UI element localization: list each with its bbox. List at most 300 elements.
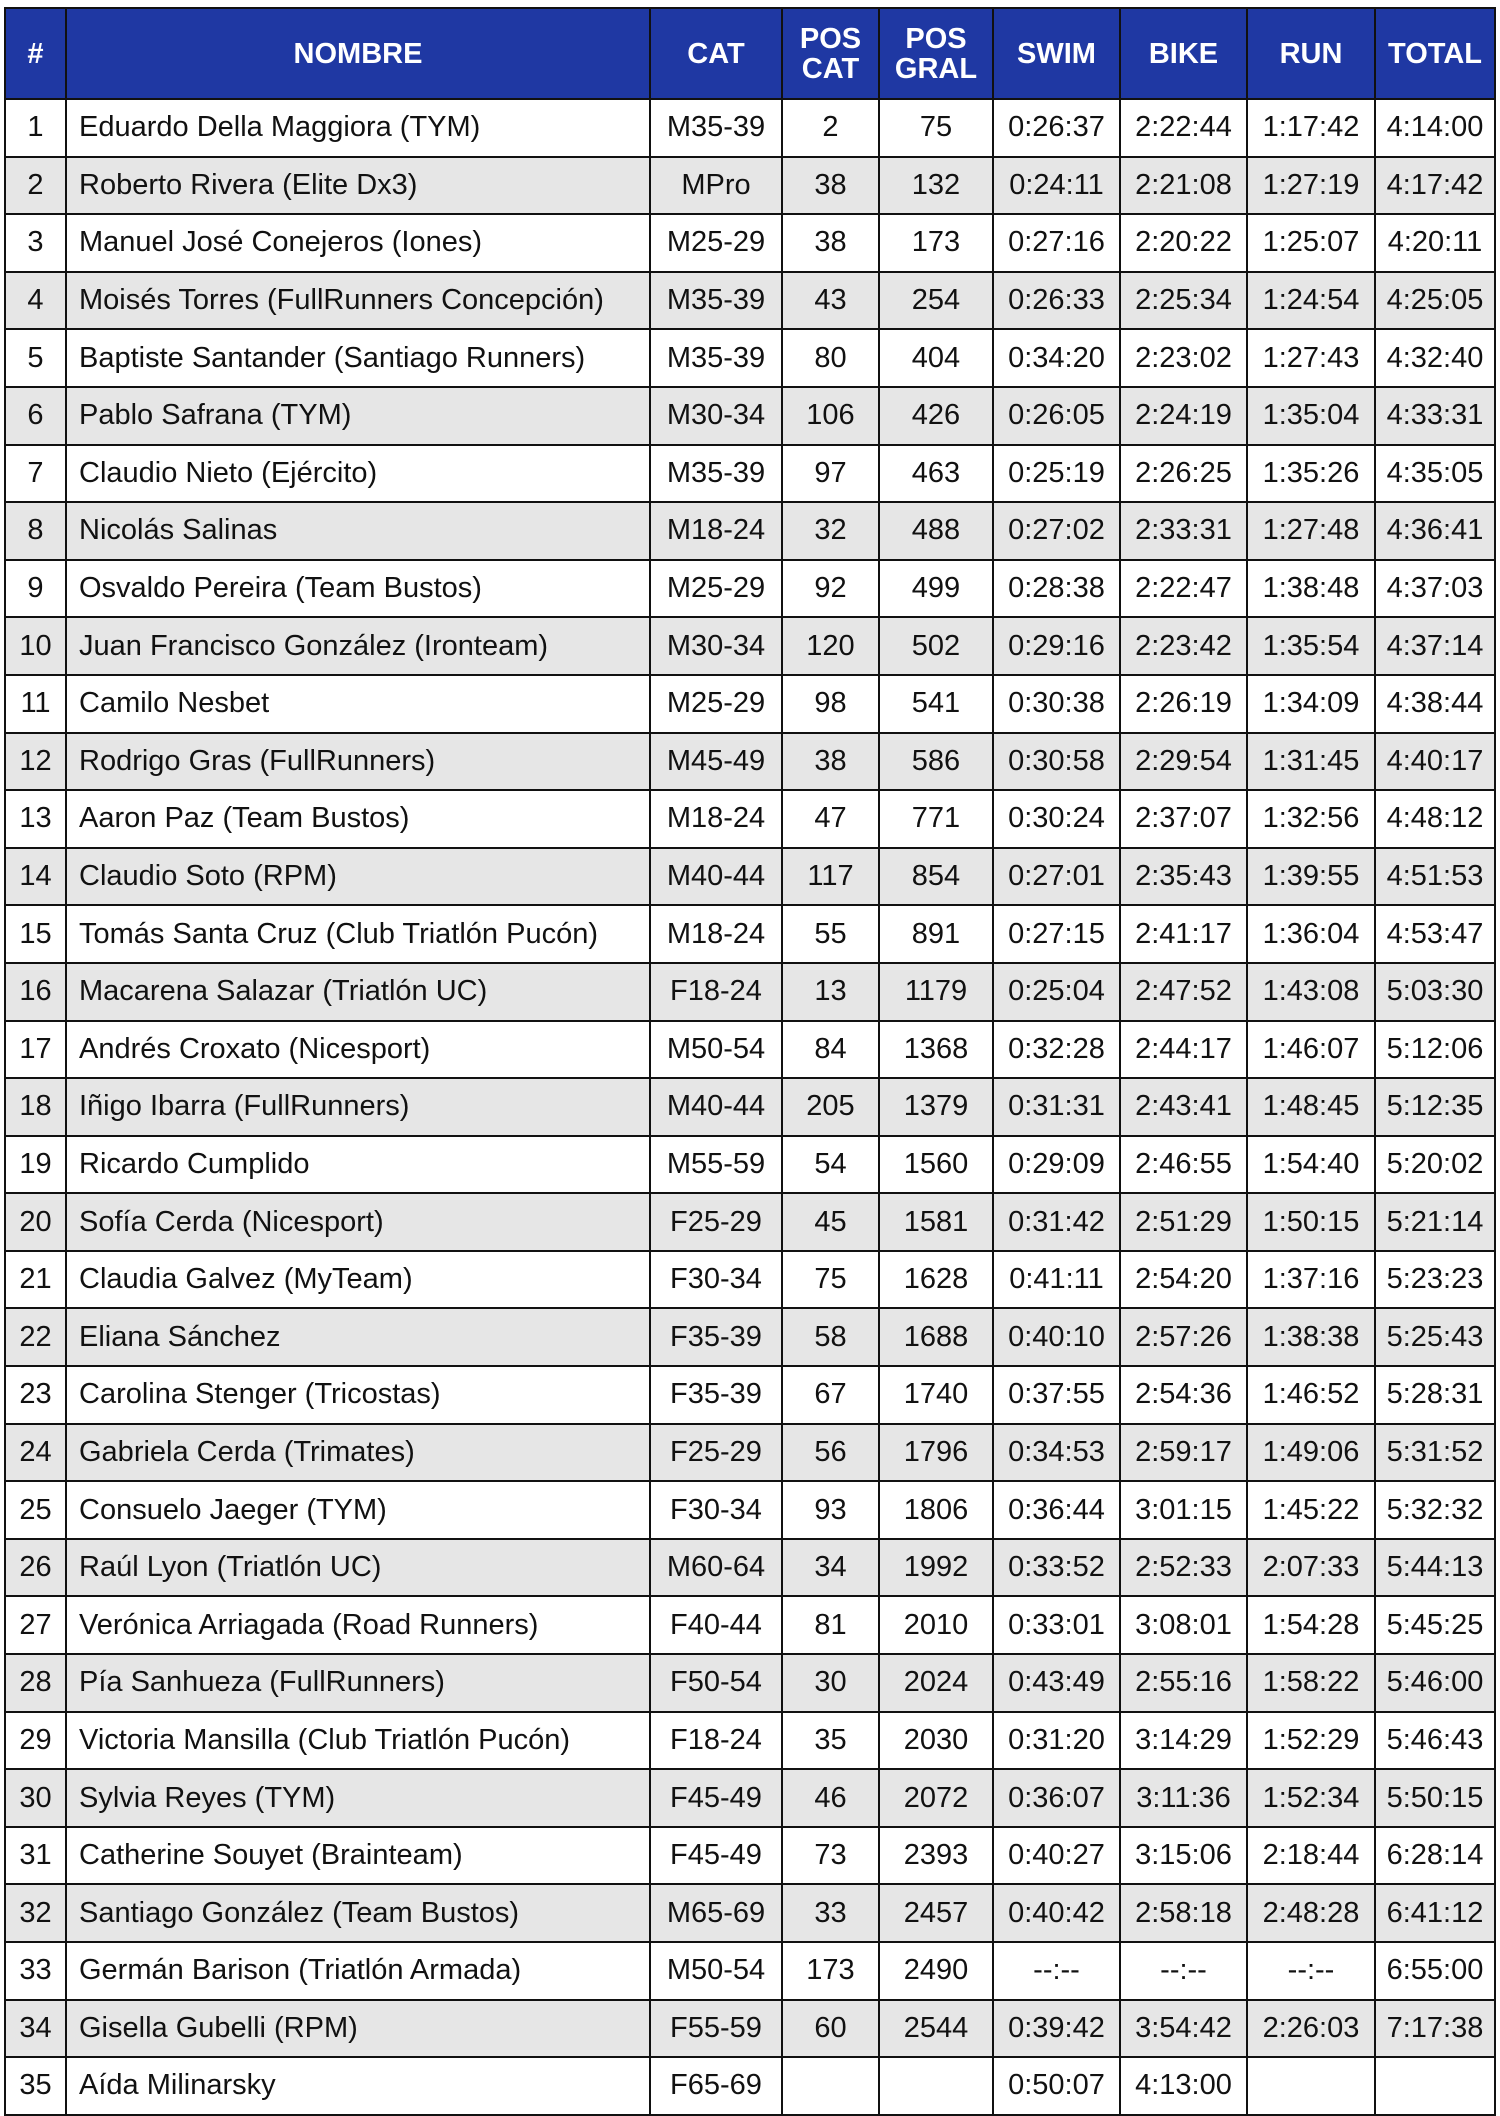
table-row bbox=[5, 2000, 1495, 2058]
cell-total: 5:23:23 bbox=[1375, 1251, 1495, 1309]
cell-cat: MPro bbox=[650, 157, 782, 215]
cell-pos-gral: 2072 bbox=[879, 1769, 993, 1827]
cell-name: Eduardo Della Maggiora (TYM) bbox=[66, 99, 650, 157]
cell-pos-gral bbox=[879, 2057, 993, 2115]
cell-cat: M30-34 bbox=[650, 387, 782, 445]
cell-pos-cat: 80 bbox=[782, 329, 879, 387]
cell-cat: M40-44 bbox=[650, 1078, 782, 1136]
table-row bbox=[5, 1596, 1495, 1654]
cell-pos-cat: 84 bbox=[782, 1021, 879, 1079]
cell-cat: M18-24 bbox=[650, 502, 782, 560]
cell-pos-gral: 426 bbox=[879, 387, 993, 445]
header-pos-cat bbox=[782, 8, 879, 99]
cell-swim: 0:30:24 bbox=[993, 790, 1120, 848]
table-row bbox=[5, 1942, 1495, 2000]
cell-swim: 0:25:19 bbox=[993, 445, 1120, 503]
cell-run: 1:38:38 bbox=[1247, 1308, 1375, 1366]
cell-name: Macarena Salazar (Triatlón UC) bbox=[66, 963, 650, 1021]
cell-bike: 4:13:00 bbox=[1120, 2057, 1247, 2115]
cell-num: 35 bbox=[5, 2057, 66, 2115]
cell-swim: 0:31:42 bbox=[993, 1193, 1120, 1251]
cell-cat: M50-54 bbox=[650, 1942, 782, 2000]
cell-pos-gral: 404 bbox=[879, 329, 993, 387]
cell-total: 7:17:38 bbox=[1375, 2000, 1495, 2058]
cell-total: 4:37:03 bbox=[1375, 560, 1495, 618]
cell-pos-cat: 75 bbox=[782, 1251, 879, 1309]
table-row bbox=[5, 1251, 1495, 1309]
cell-name: Sofía Cerda (Nicesport) bbox=[66, 1193, 650, 1251]
cell-num: 10 bbox=[5, 617, 66, 675]
table-row bbox=[5, 905, 1495, 963]
table-row bbox=[5, 1654, 1495, 1712]
cell-pos-cat: 38 bbox=[782, 157, 879, 215]
cell-bike: 2:24:19 bbox=[1120, 387, 1247, 445]
cell-cat: M30-34 bbox=[650, 617, 782, 675]
cell-swim: 0:36:44 bbox=[993, 1481, 1120, 1539]
cell-pos-cat: 13 bbox=[782, 963, 879, 1021]
cell-total: 4:33:31 bbox=[1375, 387, 1495, 445]
table-row bbox=[5, 617, 1495, 675]
cell-bike: 2:41:17 bbox=[1120, 905, 1247, 963]
cell-swim: 0:27:15 bbox=[993, 905, 1120, 963]
cell-pos-gral: 771 bbox=[879, 790, 993, 848]
cell-pos-cat: 60 bbox=[782, 2000, 879, 2058]
cell-bike: 2:20:22 bbox=[1120, 214, 1247, 272]
header-num: # bbox=[5, 8, 66, 99]
cell-swim: 0:24:11 bbox=[993, 157, 1120, 215]
cell-swim: 0:32:28 bbox=[993, 1021, 1120, 1079]
cell-bike: 2:58:18 bbox=[1120, 1884, 1247, 1942]
cell-num: 32 bbox=[5, 1884, 66, 1942]
cell-num: 9 bbox=[5, 560, 66, 618]
cell-pos-gral: 1379 bbox=[879, 1078, 993, 1136]
cell-pos-cat: 173 bbox=[782, 1942, 879, 2000]
cell-num: 31 bbox=[5, 1827, 66, 1885]
cell-cat: F35-39 bbox=[650, 1366, 782, 1424]
cell-run: 1:37:16 bbox=[1247, 1251, 1375, 1309]
cell-cat: M25-29 bbox=[650, 560, 782, 618]
cell-total: 6:55:00 bbox=[1375, 1942, 1495, 2000]
header-pos-cat-line1: POS bbox=[799, 22, 862, 55]
cell-num: 1 bbox=[5, 99, 66, 157]
cell-name: Santiago González (Team Bustos) bbox=[66, 1884, 650, 1942]
cell-cat: F25-29 bbox=[650, 1193, 782, 1251]
cell-pos-cat: 33 bbox=[782, 1884, 879, 1942]
cell-pos-gral: 1581 bbox=[879, 1193, 993, 1251]
cell-run: 1:27:19 bbox=[1247, 157, 1375, 215]
cell-bike: 3:01:15 bbox=[1120, 1481, 1247, 1539]
cell-bike: 2:46:55 bbox=[1120, 1136, 1247, 1194]
cell-pos-gral: 2010 bbox=[879, 1596, 993, 1654]
cell-name: Moisés Torres (FullRunners Concepción) bbox=[66, 272, 650, 330]
cell-total: 4:53:47 bbox=[1375, 905, 1495, 963]
cell-pos-gral: 1628 bbox=[879, 1251, 993, 1309]
cell-num: 33 bbox=[5, 1942, 66, 2000]
cell-name: Sylvia Reyes (TYM) bbox=[66, 1769, 650, 1827]
cell-total: 5:45:25 bbox=[1375, 1596, 1495, 1654]
cell-pos-cat: 67 bbox=[782, 1366, 879, 1424]
results-table-container bbox=[4, 7, 1494, 2116]
cell-pos-cat: 58 bbox=[782, 1308, 879, 1366]
cell-name: Andrés Croxato (Nicesport) bbox=[66, 1021, 650, 1079]
cell-swim: 0:33:52 bbox=[993, 1539, 1120, 1597]
cell-bike: 3:11:36 bbox=[1120, 1769, 1247, 1827]
cell-bike: 3:15:06 bbox=[1120, 1827, 1247, 1885]
table-row bbox=[5, 157, 1495, 215]
cell-name: Rodrigo Gras (FullRunners) bbox=[66, 733, 650, 791]
table-row bbox=[5, 1308, 1495, 1366]
cell-bike: 2:47:52 bbox=[1120, 963, 1247, 1021]
cell-total: 5:32:32 bbox=[1375, 1481, 1495, 1539]
cell-pos-gral: 541 bbox=[879, 675, 993, 733]
cell-bike: 2:59:17 bbox=[1120, 1424, 1247, 1482]
cell-name: Consuelo Jaeger (TYM) bbox=[66, 1481, 650, 1539]
cell-total: 4:32:40 bbox=[1375, 329, 1495, 387]
cell-pos-gral: 2457 bbox=[879, 1884, 993, 1942]
cell-pos-gral: 854 bbox=[879, 848, 993, 906]
cell-swim: 0:34:20 bbox=[993, 329, 1120, 387]
cell-bike: 2:33:31 bbox=[1120, 502, 1247, 560]
header-pos-gral-line2: GRAL bbox=[894, 52, 978, 85]
cell-num: 15 bbox=[5, 905, 66, 963]
cell-bike: 2:26:19 bbox=[1120, 675, 1247, 733]
cell-pos-cat: 81 bbox=[782, 1596, 879, 1654]
cell-total: 5:12:35 bbox=[1375, 1078, 1495, 1136]
cell-cat: M45-49 bbox=[650, 733, 782, 791]
header-row bbox=[5, 8, 1495, 99]
cell-pos-gral: 2030 bbox=[879, 1712, 993, 1770]
cell-pos-gral: 1688 bbox=[879, 1308, 993, 1366]
cell-swim: 0:28:38 bbox=[993, 560, 1120, 618]
cell-cat: F40-44 bbox=[650, 1596, 782, 1654]
cell-pos-cat: 120 bbox=[782, 617, 879, 675]
cell-num: 19 bbox=[5, 1136, 66, 1194]
cell-num: 21 bbox=[5, 1251, 66, 1309]
results-table bbox=[4, 7, 1496, 2116]
cell-pos-cat: 34 bbox=[782, 1539, 879, 1597]
cell-swim: 0:33:01 bbox=[993, 1596, 1120, 1654]
cell-swim: 0:36:07 bbox=[993, 1769, 1120, 1827]
cell-pos-gral: 1368 bbox=[879, 1021, 993, 1079]
cell-num: 24 bbox=[5, 1424, 66, 1482]
cell-run: 1:32:56 bbox=[1247, 790, 1375, 848]
cell-num: 6 bbox=[5, 387, 66, 445]
table-row bbox=[5, 1366, 1495, 1424]
table-row bbox=[5, 214, 1495, 272]
cell-name: Catherine Souyet (Brainteam) bbox=[66, 1827, 650, 1885]
cell-pos-cat: 205 bbox=[782, 1078, 879, 1136]
cell-cat: M35-39 bbox=[650, 329, 782, 387]
cell-swim: 0:39:42 bbox=[993, 2000, 1120, 2058]
cell-name: Carolina Stenger (Tricostas) bbox=[66, 1366, 650, 1424]
cell-pos-cat: 30 bbox=[782, 1654, 879, 1712]
cell-cat: F30-34 bbox=[650, 1481, 782, 1539]
table-row bbox=[5, 790, 1495, 848]
table-row bbox=[5, 848, 1495, 906]
cell-run: 1:36:04 bbox=[1247, 905, 1375, 963]
cell-run: 1:25:07 bbox=[1247, 214, 1375, 272]
cell-run: 2:18:44 bbox=[1247, 1827, 1375, 1885]
cell-total: 6:41:12 bbox=[1375, 1884, 1495, 1942]
cell-swim: 0:26:37 bbox=[993, 99, 1120, 157]
table-row bbox=[5, 99, 1495, 157]
cell-swim: 0:26:33 bbox=[993, 272, 1120, 330]
table-row bbox=[5, 1136, 1495, 1194]
cell-pos-cat: 38 bbox=[782, 733, 879, 791]
cell-total: 4:25:05 bbox=[1375, 272, 1495, 330]
cell-name: Pía Sanhueza (FullRunners) bbox=[66, 1654, 650, 1712]
cell-pos-gral: 2393 bbox=[879, 1827, 993, 1885]
cell-name: Camilo Nesbet bbox=[66, 675, 650, 733]
cell-swim: 0:29:16 bbox=[993, 617, 1120, 675]
cell-num: 23 bbox=[5, 1366, 66, 1424]
cell-pos-gral: 1560 bbox=[879, 1136, 993, 1194]
cell-num: 5 bbox=[5, 329, 66, 387]
cell-num: 16 bbox=[5, 963, 66, 1021]
cell-bike: 2:25:34 bbox=[1120, 272, 1247, 330]
cell-cat: M18-24 bbox=[650, 905, 782, 963]
cell-num: 7 bbox=[5, 445, 66, 503]
cell-swim: 0:27:01 bbox=[993, 848, 1120, 906]
cell-pos-cat: 2 bbox=[782, 99, 879, 157]
cell-name: Victoria Mansilla (Club Triatlón Pucón) bbox=[66, 1712, 650, 1770]
cell-cat: M35-39 bbox=[650, 99, 782, 157]
cell-pos-gral: 499 bbox=[879, 560, 993, 618]
cell-swim: 0:26:05 bbox=[993, 387, 1120, 445]
cell-run: 1:27:48 bbox=[1247, 502, 1375, 560]
cell-num: 27 bbox=[5, 1596, 66, 1654]
cell-name: Baptiste Santander (Santiago Runners) bbox=[66, 329, 650, 387]
cell-bike: 2:37:07 bbox=[1120, 790, 1247, 848]
cell-total: 5:20:02 bbox=[1375, 1136, 1495, 1194]
cell-bike: 2:23:02 bbox=[1120, 329, 1247, 387]
cell-cat: M18-24 bbox=[650, 790, 782, 848]
cell-cat: F30-34 bbox=[650, 1251, 782, 1309]
cell-run: 1:46:07 bbox=[1247, 1021, 1375, 1079]
cell-cat: M55-59 bbox=[650, 1136, 782, 1194]
cell-bike: 2:35:43 bbox=[1120, 848, 1247, 906]
cell-cat: M50-54 bbox=[650, 1021, 782, 1079]
cell-num: 25 bbox=[5, 1481, 66, 1539]
table-row bbox=[5, 675, 1495, 733]
cell-name: Raúl Lyon (Triatlón UC) bbox=[66, 1539, 650, 1597]
cell-bike: 2:54:36 bbox=[1120, 1366, 1247, 1424]
cell-cat: M35-39 bbox=[650, 272, 782, 330]
cell-cat: M25-29 bbox=[650, 675, 782, 733]
cell-pos-cat: 35 bbox=[782, 1712, 879, 1770]
cell-run: 1:43:08 bbox=[1247, 963, 1375, 1021]
cell-run: 1:39:55 bbox=[1247, 848, 1375, 906]
cell-pos-gral: 2490 bbox=[879, 1942, 993, 2000]
header-run: RUN bbox=[1247, 8, 1375, 99]
cell-run: 1:24:54 bbox=[1247, 272, 1375, 330]
table-row bbox=[5, 560, 1495, 618]
cell-pos-cat: 56 bbox=[782, 1424, 879, 1482]
cell-bike: 2:57:26 bbox=[1120, 1308, 1247, 1366]
cell-name: Claudio Soto (RPM) bbox=[66, 848, 650, 906]
cell-name: Roberto Rivera (Elite Dx3) bbox=[66, 157, 650, 215]
cell-pos-cat: 93 bbox=[782, 1481, 879, 1539]
header-name: NOMBRE bbox=[66, 8, 650, 99]
cell-total bbox=[1375, 2057, 1495, 2115]
cell-pos-gral: 586 bbox=[879, 733, 993, 791]
cell-name: Gisella Gubelli (RPM) bbox=[66, 2000, 650, 2058]
cell-bike: 2:22:44 bbox=[1120, 99, 1247, 157]
cell-pos-gral: 254 bbox=[879, 272, 993, 330]
cell-num: 28 bbox=[5, 1654, 66, 1712]
table-row bbox=[5, 1539, 1495, 1597]
cell-run: 1:52:34 bbox=[1247, 1769, 1375, 1827]
cell-swim: 0:41:11 bbox=[993, 1251, 1120, 1309]
cell-run: --:-- bbox=[1247, 1942, 1375, 2000]
table-row bbox=[5, 1424, 1495, 1482]
cell-run: 1:52:29 bbox=[1247, 1712, 1375, 1770]
cell-cat: M60-64 bbox=[650, 1539, 782, 1597]
cell-name: Tomás Santa Cruz (Club Triatlón Pucón) bbox=[66, 905, 650, 963]
cell-num: 30 bbox=[5, 1769, 66, 1827]
cell-run: 1:35:04 bbox=[1247, 387, 1375, 445]
cell-name: Nicolás Salinas bbox=[66, 502, 650, 560]
cell-run: 2:26:03 bbox=[1247, 2000, 1375, 2058]
cell-bike: 2:23:42 bbox=[1120, 617, 1247, 675]
cell-run: 1:35:26 bbox=[1247, 445, 1375, 503]
cell-total: 4:40:17 bbox=[1375, 733, 1495, 791]
cell-swim: 0:31:20 bbox=[993, 1712, 1120, 1770]
cell-total: 5:31:52 bbox=[1375, 1424, 1495, 1482]
header-swim: SWIM bbox=[993, 8, 1120, 99]
cell-pos-gral: 1179 bbox=[879, 963, 993, 1021]
cell-bike: 2:21:08 bbox=[1120, 157, 1247, 215]
cell-name: Juan Francisco González (Ironteam) bbox=[66, 617, 650, 675]
cell-bike: 2:51:29 bbox=[1120, 1193, 1247, 1251]
cell-bike: --:-- bbox=[1120, 1942, 1247, 2000]
table-row bbox=[5, 1712, 1495, 1770]
cell-run: 1:45:22 bbox=[1247, 1481, 1375, 1539]
header-pos-gral bbox=[879, 8, 993, 99]
cell-total: 4:37:14 bbox=[1375, 617, 1495, 675]
cell-num: 26 bbox=[5, 1539, 66, 1597]
table-row bbox=[5, 1827, 1495, 1885]
cell-num: 12 bbox=[5, 733, 66, 791]
cell-total: 4:17:42 bbox=[1375, 157, 1495, 215]
cell-pos-gral: 488 bbox=[879, 502, 993, 560]
cell-pos-cat: 98 bbox=[782, 675, 879, 733]
cell-name: Osvaldo Pereira (Team Bustos) bbox=[66, 560, 650, 618]
cell-pos-cat bbox=[782, 2057, 879, 2115]
cell-name: Ricardo Cumplido bbox=[66, 1136, 650, 1194]
cell-bike: 2:29:54 bbox=[1120, 733, 1247, 791]
cell-total: 5:46:43 bbox=[1375, 1712, 1495, 1770]
cell-cat: M25-29 bbox=[650, 214, 782, 272]
table-row bbox=[5, 963, 1495, 1021]
cell-cat: F45-49 bbox=[650, 1827, 782, 1885]
cell-bike: 2:22:47 bbox=[1120, 560, 1247, 618]
cell-swim: --:-- bbox=[993, 1942, 1120, 2000]
cell-run: 1:58:22 bbox=[1247, 1654, 1375, 1712]
cell-total: 4:35:05 bbox=[1375, 445, 1495, 503]
cell-run: 1:34:09 bbox=[1247, 675, 1375, 733]
cell-num: 14 bbox=[5, 848, 66, 906]
cell-cat: F18-24 bbox=[650, 1712, 782, 1770]
cell-pos-cat: 106 bbox=[782, 387, 879, 445]
cell-pos-gral: 1740 bbox=[879, 1366, 993, 1424]
cell-run: 1:54:28 bbox=[1247, 1596, 1375, 1654]
cell-total: 5:21:14 bbox=[1375, 1193, 1495, 1251]
cell-name: Gabriela Cerda (Trimates) bbox=[66, 1424, 650, 1482]
cell-total: 4:48:12 bbox=[1375, 790, 1495, 848]
header-pos-cat-line2: CAT bbox=[801, 52, 860, 85]
cell-cat: F50-54 bbox=[650, 1654, 782, 1712]
cell-pos-cat: 55 bbox=[782, 905, 879, 963]
cell-pos-cat: 46 bbox=[782, 1769, 879, 1827]
table-row bbox=[5, 1884, 1495, 1942]
cell-name: Manuel José Conejeros (Iones) bbox=[66, 214, 650, 272]
cell-name: Iñigo Ibarra (FullRunners) bbox=[66, 1078, 650, 1136]
cell-bike: 2:26:25 bbox=[1120, 445, 1247, 503]
cell-cat: F65-69 bbox=[650, 2057, 782, 2115]
cell-run: 1:46:52 bbox=[1247, 1366, 1375, 1424]
cell-swim: 0:31:31 bbox=[993, 1078, 1120, 1136]
cell-total: 4:38:44 bbox=[1375, 675, 1495, 733]
cell-cat: F35-39 bbox=[650, 1308, 782, 1366]
table-body bbox=[5, 99, 1495, 2115]
cell-run: 1:17:42 bbox=[1247, 99, 1375, 157]
cell-run: 1:27:43 bbox=[1247, 329, 1375, 387]
cell-bike: 2:44:17 bbox=[1120, 1021, 1247, 1079]
cell-swim: 0:40:27 bbox=[993, 1827, 1120, 1885]
cell-num: 20 bbox=[5, 1193, 66, 1251]
table-row bbox=[5, 387, 1495, 445]
cell-total: 5:25:43 bbox=[1375, 1308, 1495, 1366]
cell-pos-cat: 92 bbox=[782, 560, 879, 618]
cell-cat: F18-24 bbox=[650, 963, 782, 1021]
cell-pos-gral: 2024 bbox=[879, 1654, 993, 1712]
table-row bbox=[5, 1078, 1495, 1136]
cell-num: 11 bbox=[5, 675, 66, 733]
cell-pos-cat: 47 bbox=[782, 790, 879, 848]
cell-bike: 3:54:42 bbox=[1120, 2000, 1247, 2058]
cell-pos-gral: 1806 bbox=[879, 1481, 993, 1539]
table-row bbox=[5, 502, 1495, 560]
cell-bike: 3:14:29 bbox=[1120, 1712, 1247, 1770]
cell-cat: F25-29 bbox=[650, 1424, 782, 1482]
cell-run: 1:35:54 bbox=[1247, 617, 1375, 675]
cell-total: 4:20:11 bbox=[1375, 214, 1495, 272]
cell-pos-gral: 132 bbox=[879, 157, 993, 215]
cell-pos-cat: 45 bbox=[782, 1193, 879, 1251]
cell-name: Pablo Safrana (TYM) bbox=[66, 387, 650, 445]
cell-total: 6:28:14 bbox=[1375, 1827, 1495, 1885]
table-row bbox=[5, 1193, 1495, 1251]
cell-total: 4:14:00 bbox=[1375, 99, 1495, 157]
cell-cat: F45-49 bbox=[650, 1769, 782, 1827]
cell-cat: F55-59 bbox=[650, 2000, 782, 2058]
cell-num: 13 bbox=[5, 790, 66, 848]
cell-swim: 0:34:53 bbox=[993, 1424, 1120, 1482]
cell-run: 1:54:40 bbox=[1247, 1136, 1375, 1194]
cell-num: 17 bbox=[5, 1021, 66, 1079]
table-row bbox=[5, 1769, 1495, 1827]
cell-pos-cat: 43 bbox=[782, 272, 879, 330]
cell-total: 5:50:15 bbox=[1375, 1769, 1495, 1827]
cell-num: 22 bbox=[5, 1308, 66, 1366]
cell-total: 5:46:00 bbox=[1375, 1654, 1495, 1712]
cell-run: 2:48:28 bbox=[1247, 1884, 1375, 1942]
cell-swim: 0:30:38 bbox=[993, 675, 1120, 733]
cell-name: Claudio Nieto (Ejército) bbox=[66, 445, 650, 503]
cell-swim: 0:29:09 bbox=[993, 1136, 1120, 1194]
cell-swim: 0:40:42 bbox=[993, 1884, 1120, 1942]
